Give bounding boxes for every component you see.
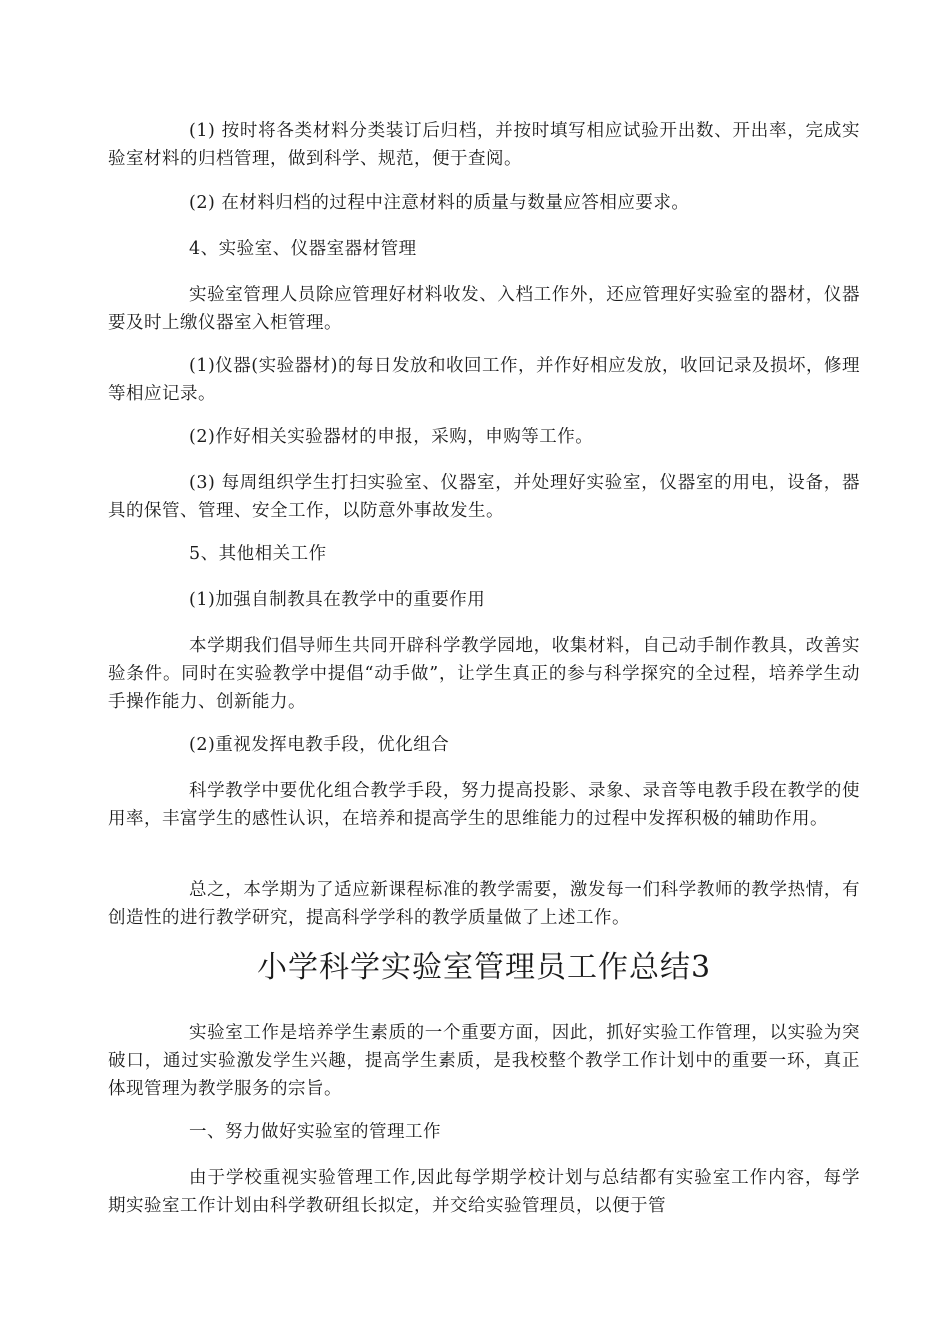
- subheading-lab-management: 一、努力做好实验室的管理工作: [189, 1122, 441, 1142]
- paragraph-weekly-cleaning: (3) 每周组织学生打扫实验室、仪器室，并处理好实验室，仪器室的用电，设备，器具的保管、管理、安全工作，以防意外事故发生。: [108, 473, 860, 521]
- paragraph-lab-management: 由于学校重视实验管理工作,因此每学期学校计划与总结都有实验室工作内容，每学期实验室工作计划由科学教研组长拟定，并交给实验管理员，以便于管: [108, 1168, 860, 1216]
- paragraph-teaching-aids: 本学期我们倡导师生共同开辟科学教学园地，收集材料，自己动手制作教具，改善实验条件。同时在实验教学中提倡“动手做”，让学生真正的参与科学探究的全过程，培养学生动手操作能力、创新能力。: [108, 636, 860, 712]
- paragraph-equipment-daily: (1)仪器(实验器材)的每日发放和收回工作，并作好相应发放，收回记录及损坏，修理等相应记录。: [108, 356, 860, 404]
- paragraph-multimedia: 科学教学中要优化组合教学手段，努力提高投影、录象、录音等电教手段在教学的使用率，丰富学生的感性认识，在培养和提高学生的思维能力的过程中发挥积极的辅助作用。: [108, 781, 860, 829]
- paragraph-teaching-aids-heading: (1)加强自制教具在教学中的重要作用: [189, 590, 486, 610]
- subheading-equipment-management: 4、实验室、仪器室器材管理: [189, 239, 417, 259]
- paragraph-equipment-intro: 实验室管理人员除应管理好材料收发、入档工作外，还应管理好实验室的器材，仪器要及时上缴仪器室入柜管理。: [108, 285, 860, 333]
- paragraph-multimedia-heading: (2)重视发挥电教手段，优化组合: [189, 735, 450, 755]
- paragraph-archive-quality: (2) 在材料归档的过程中注意材料的质量与数量应答相应要求。: [189, 193, 690, 213]
- paragraph-section3-intro: 实验室工作是培养学生素质的一个重要方面，因此，抓好实验工作管理，以实验为突破口，通过实验激发学生兴趣，提高学生素质，是我校整个教学工作计划中的重要一环，真正体现管理为教学服务的宗旨。: [108, 1023, 860, 1099]
- paragraph-archive-binding: (1) 按时将各类材料分类装订后归档，并按时填写相应试验开出数、开出率，完成实验室材料的归档管理，做到科学、规范，便于查阅。: [108, 121, 860, 169]
- paragraph-conclusion: 总之，本学期为了适应新课程标准的教学需要，激发每一们科学教师的教学热情，有创造性的进行教学研究，提高科学学科的教学质量做了上述工作。: [108, 880, 860, 928]
- paragraph-equipment-purchase: (2)作好相关实验器材的申报，采购，申购等工作。: [189, 427, 594, 447]
- subheading-other-work: 5、其他相关工作: [189, 544, 327, 564]
- section-title: 小学科学实验室管理员工作总结3: [256, 950, 712, 985]
